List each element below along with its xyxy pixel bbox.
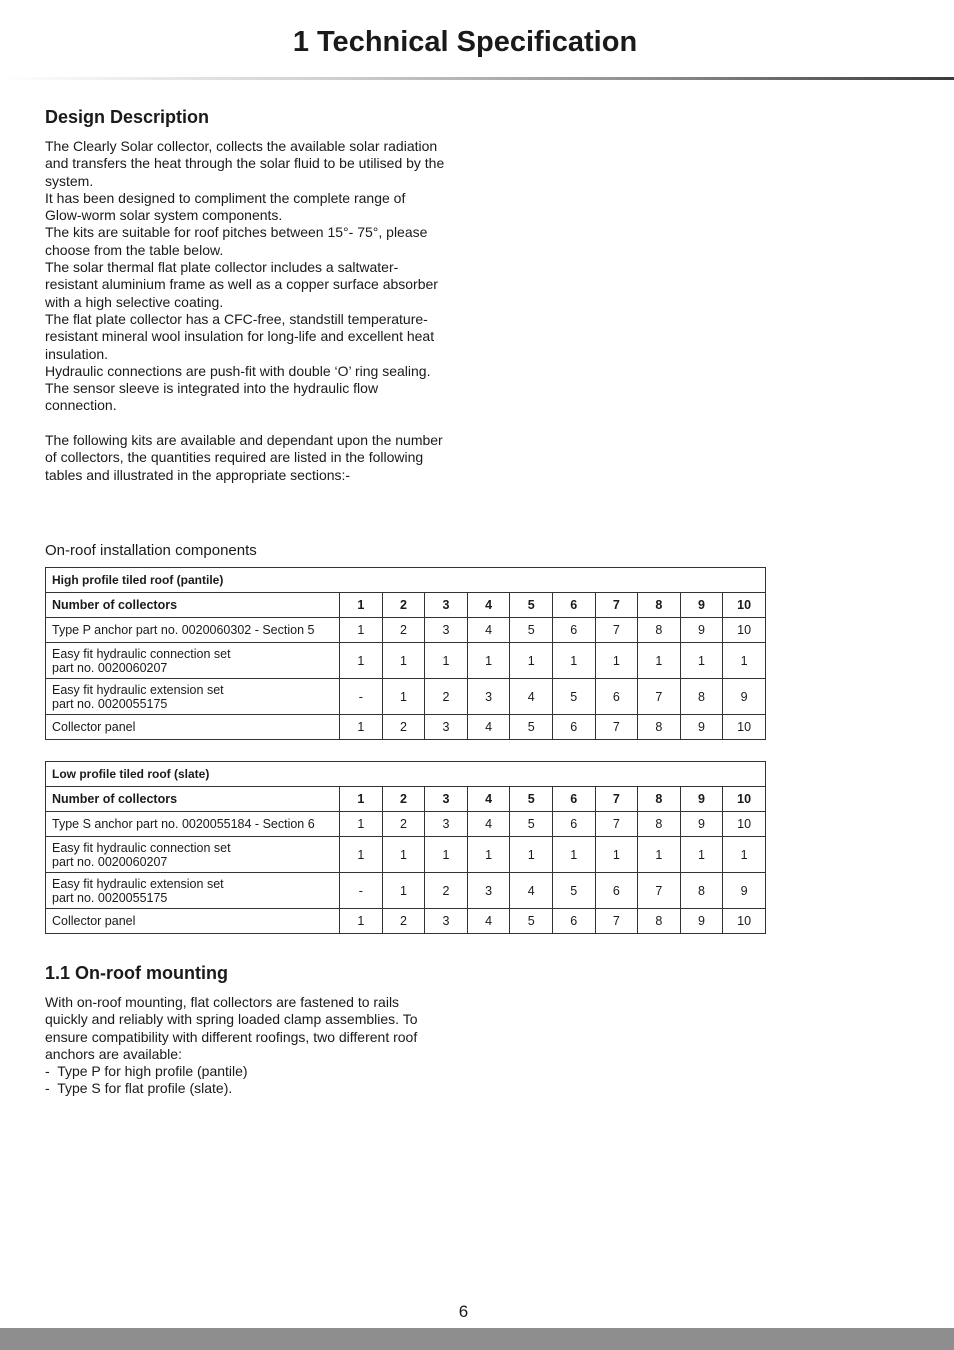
tables-caption: On-roof installation components <box>45 542 257 559</box>
mounting-bullet: - Type S for flat profile (slate). <box>45 1080 233 1097</box>
table-header-cell: 10 <box>723 593 766 618</box>
table-cell: 7 <box>638 873 681 909</box>
table-cell: 1 <box>425 837 468 873</box>
table-cell: 7 <box>595 812 638 837</box>
table-header-cell: 4 <box>467 593 510 618</box>
table-cell: 3 <box>425 812 468 837</box>
mounting-text <box>45 994 440 1098</box>
table-cell: 1 <box>382 837 425 873</box>
table-cell: 2 <box>425 873 468 909</box>
table-cell: 1 <box>680 643 723 679</box>
table-cell: 2 <box>382 909 425 934</box>
table-cell: 5 <box>510 715 553 740</box>
row-label: Easy fit hydraulic extension set part no. 0020055175 <box>46 679 340 715</box>
page-title: 1 Technical Specification <box>292 26 638 58</box>
table-header-cell: 8 <box>638 593 681 618</box>
table-row <box>46 643 766 679</box>
table-header-cell: 5 <box>510 593 553 618</box>
table-cell: 8 <box>638 618 681 643</box>
table-cell: 8 <box>680 679 723 715</box>
table-cell: 4 <box>467 715 510 740</box>
table-cell: 10 <box>723 812 766 837</box>
table-cell: 9 <box>680 618 723 643</box>
design-paragraph: The following kits are available and dependant upon the number of collectors, the quantities required are listed in the following tables and illustrated in the appropriate sections:- <box>45 432 443 483</box>
table-cell: 9 <box>680 909 723 934</box>
table-cell: 6 <box>552 715 595 740</box>
table-cell: 9 <box>680 715 723 740</box>
table-cell: 8 <box>680 873 723 909</box>
table-cell: - <box>340 679 383 715</box>
row-label: Collector panel <box>46 909 340 934</box>
table-cell: 1 <box>638 837 681 873</box>
table-cell: 1 <box>680 837 723 873</box>
design-description-text <box>45 138 445 484</box>
table-cell: 1 <box>595 643 638 679</box>
design-paragraph: The solar thermal flat plate collector includes a saltwater-resistant aluminium frame as well as a copper surface absorber with a high selective coating. <box>45 259 438 310</box>
table-cell: 1 <box>382 643 425 679</box>
table-cell: 6 <box>552 618 595 643</box>
footer-bar <box>0 1328 954 1350</box>
table-cell: 1 <box>552 837 595 873</box>
table-header-cell: 2 <box>382 787 425 812</box>
table-cell: 1 <box>510 643 553 679</box>
table-header-cell: 8 <box>638 787 681 812</box>
table-cell: 5 <box>552 873 595 909</box>
table-cell: 1 <box>595 837 638 873</box>
design-paragraph: It has been designed to compliment the complete range of Glow-worm solar system components. <box>45 189 406 224</box>
table-cell: 6 <box>595 679 638 715</box>
table-cell: 3 <box>425 909 468 934</box>
mounting-bullet: - Type P for high profile (pantile) <box>45 1063 248 1080</box>
table-row <box>46 837 766 873</box>
on-roof-mounting-heading: 1.1 On-roof mounting <box>45 963 228 983</box>
table-header-cell: 7 <box>595 787 638 812</box>
table-cell: 1 <box>340 909 383 934</box>
table-row <box>46 618 766 643</box>
table-cell: 9 <box>723 679 766 715</box>
table-cell: 1 <box>340 643 383 679</box>
table-cell: 1 <box>467 837 510 873</box>
table-cell: 1 <box>340 837 383 873</box>
table-cell: 9 <box>723 873 766 909</box>
table-header-label: Number of collectors <box>46 593 340 618</box>
design-paragraph: The kits are suitable for roof pitches between 15°- 75°, please choose from the table below. <box>45 224 428 258</box>
table-cell: 1 <box>552 643 595 679</box>
table-cell: 5 <box>510 909 553 934</box>
table-cell: 7 <box>595 715 638 740</box>
table-cell: 6 <box>552 909 595 934</box>
table-cell: 1 <box>382 679 425 715</box>
row-label: Type S anchor part no. 0020055184 - Section 6 <box>46 812 340 837</box>
table-cell: 1 <box>467 643 510 679</box>
table-cell: 1 <box>425 643 468 679</box>
table-header-cell: 6 <box>552 787 595 812</box>
table-cell: 1 <box>340 715 383 740</box>
table-header-cell: 6 <box>552 593 595 618</box>
title-rule <box>0 77 954 80</box>
table-cell: 1 <box>340 812 383 837</box>
table-title: Low profile tiled roof (slate) <box>46 762 766 787</box>
row-label: Easy fit hydraulic extension set part no. 0020055175 <box>46 873 340 909</box>
table-header-cell: 9 <box>680 593 723 618</box>
design-paragraph: The flat plate collector has a CFC-free, standstill temperature-resistant mineral wool insulation for long-life and excellent heat insulation. <box>45 310 435 362</box>
table-cell: 3 <box>425 715 468 740</box>
table-header-cell: 4 <box>467 787 510 812</box>
table-cell: 7 <box>638 679 681 715</box>
table-header-cell: 5 <box>510 787 553 812</box>
table-title: High profile tiled roof (pantile) <box>46 568 766 593</box>
page-number: 6 <box>458 1302 469 1321</box>
table-header-cell: 3 <box>425 593 468 618</box>
table-cell: 1 <box>723 643 766 679</box>
table-cell: 2 <box>382 812 425 837</box>
table-cell: 8 <box>638 812 681 837</box>
table-cell: 7 <box>595 909 638 934</box>
table-cell: 10 <box>723 909 766 934</box>
table-cell: 9 <box>680 812 723 837</box>
low-profile-table <box>45 761 766 934</box>
table-header-cell: 2 <box>382 593 425 618</box>
table-header-cell: 3 <box>425 787 468 812</box>
table-header-cell: 7 <box>595 593 638 618</box>
table-row <box>46 812 766 837</box>
table-header-cell: 1 <box>340 593 383 618</box>
table-row <box>46 679 766 715</box>
table-cell: 4 <box>510 679 553 715</box>
table-cell: 2 <box>382 715 425 740</box>
table-cell: 1 <box>340 618 383 643</box>
table-cell: 10 <box>723 715 766 740</box>
table-row <box>46 715 766 740</box>
table-cell: 3 <box>467 679 510 715</box>
table-cell: 1 <box>382 873 425 909</box>
table-cell: 3 <box>425 618 468 643</box>
table-cell: 8 <box>638 909 681 934</box>
design-paragraph: Hydraulic connections are push-fit with double ‘O’ ring sealing. The sensor sleeve is integrated into the hydraulic flow connection. <box>45 362 431 414</box>
table-cell: 10 <box>723 618 766 643</box>
table-header-cell: 1 <box>340 787 383 812</box>
table-cell: 5 <box>510 812 553 837</box>
table-row <box>46 909 766 934</box>
table-cell: 6 <box>595 873 638 909</box>
table-cell: 3 <box>467 873 510 909</box>
table-cell: 2 <box>425 679 468 715</box>
row-label: Easy fit hydraulic connection set part no. 0020060207 <box>46 837 340 873</box>
table-cell: 4 <box>467 909 510 934</box>
table-cell: 8 <box>638 715 681 740</box>
table-cell: 1 <box>723 837 766 873</box>
table-header-cell: 10 <box>723 787 766 812</box>
table-header-label: Number of collectors <box>46 787 340 812</box>
row-label: Collector panel <box>46 715 340 740</box>
table-cell: 1 <box>510 837 553 873</box>
table-row <box>46 873 766 909</box>
table-cell: 5 <box>510 618 553 643</box>
table-cell: - <box>340 873 383 909</box>
table-cell: 4 <box>510 873 553 909</box>
high-profile-table <box>45 567 766 740</box>
table-cell: 7 <box>595 618 638 643</box>
table-cell: 6 <box>552 812 595 837</box>
design-description-heading: Design Description <box>45 107 210 127</box>
table-header-cell: 9 <box>680 787 723 812</box>
table-cell: 1 <box>638 643 681 679</box>
row-label: Type P anchor part no. 0020060302 - Section 5 <box>46 618 340 643</box>
table-cell: 5 <box>552 679 595 715</box>
mounting-paragraph: With on-roof mounting, flat collectors are fastened to rails quickly and reliably with spring loaded clamp assemblies. To ensure compatibility with different roofings, two different roof anchors are available: <box>45 994 418 1062</box>
design-paragraph: The Clearly Solar collector, collects the available solar radiation and transfers the heat through the solar fluid to be utilised by the system. <box>45 138 445 189</box>
table-cell: 4 <box>467 812 510 837</box>
table-cell: 4 <box>467 618 510 643</box>
row-label: Easy fit hydraulic connection set part no. 0020060207 <box>46 643 340 679</box>
table-cell: 2 <box>382 618 425 643</box>
